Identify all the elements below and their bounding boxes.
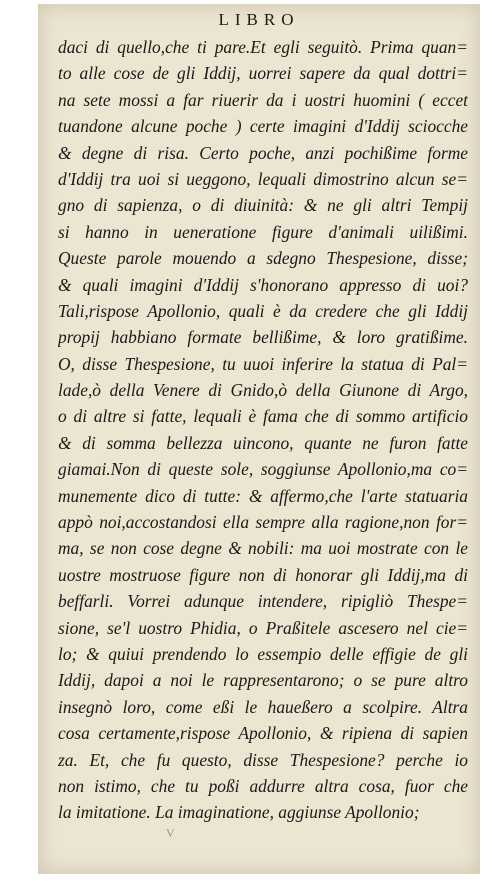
text-line: & di somma bellezza uincono, quante ne furon fatte (58, 432, 468, 453)
text-line: Queste parole mouendo a sdegno Thespesione, disse; (58, 248, 468, 269)
body-text (58, 34, 468, 826)
text-line: Iddij, dapoi a noi le rappresentarono; o se pure altro (58, 670, 468, 691)
text-line: si hanno in ueneratione figure d'animali uilißimi. (58, 221, 468, 242)
text-line: gno di sapienza, o di diuinità: & ne gli altri Tempij (58, 195, 468, 216)
text-line: munemente dico di tutte: & affermo,che l'arte statuaria (58, 485, 468, 506)
text-line: non istimo, che tu poßi addurre altra cosa, fuor che (58, 775, 468, 796)
text-line: na sete mossi a far riuerir da i uostri huomini ( eccet (58, 89, 468, 110)
book-page (38, 4, 480, 874)
text-line: lo; & quiui prendendo lo essempio delle effigie de gli (58, 643, 468, 664)
text-line: giamai.Non di queste sole, soggiunse Apollonio,ma co= (58, 459, 468, 480)
text-line: tuandone alcune poche ) certe imagini d'Iddij sciocche (58, 116, 468, 137)
text-line: o di altre si fatte, lequali è fama che di sommo artificio (58, 406, 468, 427)
text-line: & degne di risa. Certo poche, anzi pochißime forme (58, 142, 468, 163)
text-line: propij habbiano formate bellißime, & loro gratißime. (58, 327, 468, 348)
text-line: za. Et, che fu questo, disse Thespesione? perche io (58, 749, 468, 770)
text-line: & quali imagini d'Iddij s'honorano appresso di uoi? (58, 274, 468, 295)
text-line: ma, se non cose degne & nobili: ma uoi mostrate con le (58, 538, 468, 559)
text-line: uostre mostruose figure non di honorar gli Iddij,ma di (58, 564, 468, 585)
running-header: LIBRO (218, 10, 300, 29)
text-line: cosa certamente,rispose Apollonio, & ripiena di sapien (58, 723, 468, 744)
text-line: appò noi,accostandosi ella sempre alla ragione,non for= (58, 512, 468, 533)
text-line: O, disse Thespesione, tu uuoi inferire la statua di Pal= (58, 353, 468, 374)
text-line: la imitatione. La imaginatione, aggiunse Apollonio; (58, 802, 420, 823)
text-line: insegnò loro, come eßi le haueßero a scolpire. Altra (58, 696, 468, 717)
text-line: sione, se'l uostro Phidia, o Praßitele ascesero nel cie= (58, 617, 468, 638)
text-line: beffarli. Vorrei adunque intendere, ripigliò Thespe= (58, 591, 468, 612)
signature-mark: V (166, 826, 177, 840)
text-line: lade,ò della Venere di Gnido,ò della Giunone di Argo, (58, 380, 468, 401)
text-line: daci di quello,che ti pare.Et egli seguitò. Prima quan= (58, 37, 468, 57)
text-line: to alle cose de gli Iddij, uorrei sapere da qual dottri= (58, 63, 468, 84)
text-line: Tali,rispose Apollonio, quali è da credere che gli Iddij (58, 300, 468, 321)
text-line: d'Iddij tra uoi si ueggono, lequali dimostrino alcun se= (58, 168, 468, 189)
